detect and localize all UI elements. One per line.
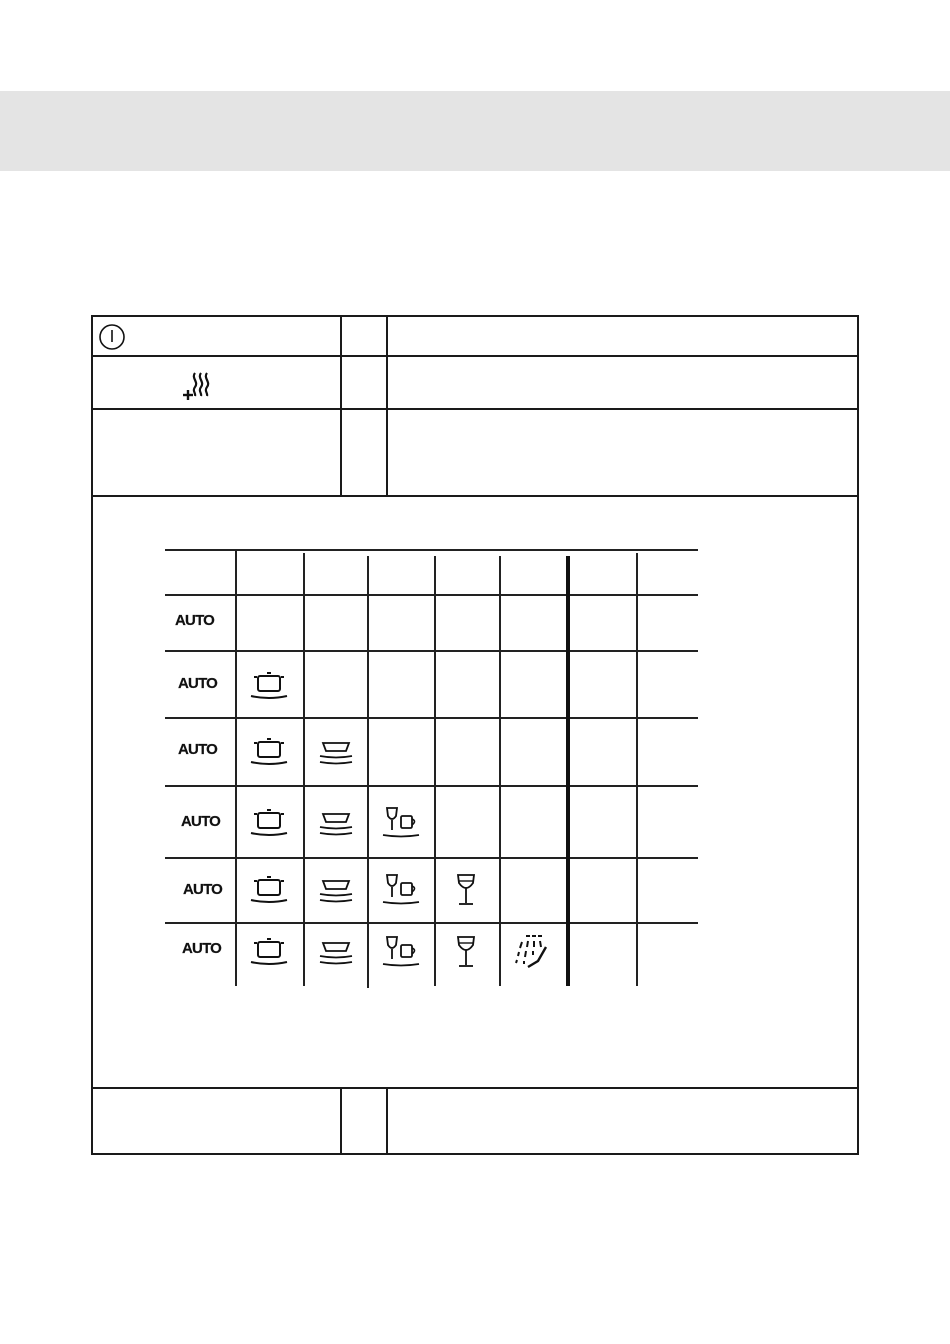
pot-icon	[247, 665, 291, 709]
plates-icon	[314, 802, 358, 846]
auto-label: AUTO	[178, 741, 218, 758]
glass-cup-icon	[379, 869, 423, 913]
glass-cup-icon	[379, 802, 423, 846]
auto-label: AUTO	[182, 940, 222, 957]
plates-icon	[314, 931, 358, 975]
rinse-spray-icon	[510, 931, 554, 975]
pot-icon	[247, 931, 291, 975]
pot-icon	[247, 731, 291, 775]
auto-label: AUTO	[175, 612, 215, 629]
plates-icon	[314, 869, 358, 913]
pot-icon	[247, 802, 291, 846]
auto-label: AUTO	[183, 881, 223, 898]
auto-label: AUTO	[178, 675, 218, 692]
pot-icon	[247, 869, 291, 913]
plates-icon	[314, 731, 358, 775]
wine-glass-icon	[444, 931, 488, 975]
wine-glass-icon	[444, 869, 488, 913]
auto-label: AUTO	[181, 813, 221, 830]
glass-cup-icon	[379, 931, 423, 975]
